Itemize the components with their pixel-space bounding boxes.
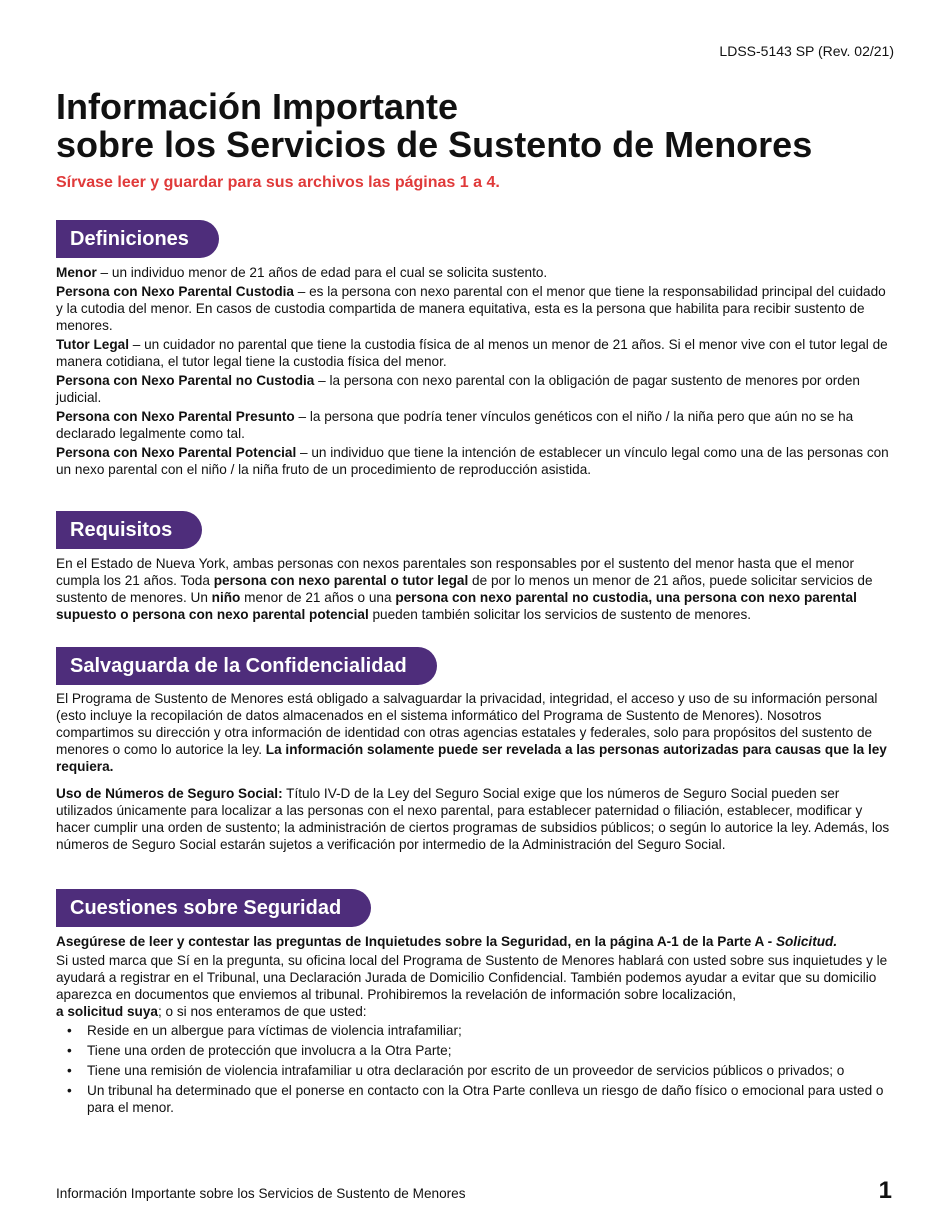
definition-term: Menor [56, 265, 97, 280]
text-run: El Programa de Sustento de Menores está obligado a salvaguardar la privacidad, integridad, el acceso y uso de su información personal (esto incluye la recopilación de datos almacenados en el sistema informático del Programa de Sustento de Menores). Nosotros compartimos su dirección y otra información de identidad con otras agencias estatales y federales, solo para propósitos del sustento de menores o como lo autorice la ley. [56, 691, 878, 757]
text-run-bold: La información solamente puede ser revelada a las personas autorizadas para causas que la ley requiera. [56, 742, 887, 774]
list-item: • Tiene una orden de protección que involucra a la Otra Parte; [56, 1042, 896, 1059]
definition-item [56, 283, 896, 334]
safety-body [56, 952, 896, 1020]
requirements-paragraph [56, 555, 896, 623]
form-id: LDSS-5143 SP (Rev. 02/21) [719, 43, 894, 59]
definition-term: Persona con Nexo Parental Presunto [56, 409, 295, 424]
safety-section [56, 933, 896, 1119]
section-heading-definiciones: Definiciones [56, 220, 219, 258]
definitions-section [56, 264, 896, 480]
list-item: • Tiene una remisión de violencia intrafamiliar u otra declaración por escrito de un proveedor de servicios públicos o privados; o [56, 1062, 896, 1079]
definition-item [56, 336, 896, 370]
confidentiality-section [56, 690, 896, 855]
title-line-1: Información Importante [56, 86, 459, 127]
definition-text: – es la persona con nexo parental con el menor que tiene la responsabilidad principal del cuidado y la cutodia del menor. En casos de custodia compartida de manera equitativa, esta es la persona que habilita para recibir sustento de menores. [56, 284, 886, 333]
text-run: de por lo menos un menor de 21 años, puede solicitar servicios de sustento de menores. Un [56, 573, 873, 605]
footer-text: Información Importante sobre los Servicios de Sustento de Menores [56, 1186, 466, 1201]
list-item: • Reside en un albergue para víctimas de violencia intrafamiliar; [56, 1022, 896, 1039]
requirements-section [56, 555, 896, 625]
definition-text: – un individuo que tiene la intención de establecer un vínculo legal como una de las personas con un nexo parental con el niño / la niña fruto de un procedimiento de reproducción asistida. [56, 445, 889, 477]
section-heading-requisitos: Requisitos [56, 511, 202, 549]
safety-lead [56, 933, 896, 950]
definition-item [56, 408, 896, 442]
safety-bullet-list [56, 1022, 896, 1116]
text-run-bold: a solicitud suya [56, 1004, 158, 1019]
definition-term: Persona con Nexo Parental Potencial [56, 445, 297, 460]
text-run: pueden también solicitar los servicios de sustento de menores. [368, 607, 752, 622]
text-run-bold-italic: Solicitud. [775, 934, 838, 949]
definition-text: – la persona que podría tener vínculos genéticos con el niño / la niña pero que aún no se ha declarado legalmente como tal. [56, 409, 854, 441]
definition-text: – un individuo menor de 21 años de edad para el cual se solicita sustento. [96, 265, 548, 280]
text-run-bold: niño [211, 590, 241, 605]
confidentiality-paragraph [56, 690, 896, 775]
text-run: En el Estado de Nueva York, ambas personas con nexos parentales son responsables por el sustento del menor hasta que el menor cumpla los 21 años. Toda [56, 556, 854, 588]
definition-item [56, 444, 896, 478]
text-run: Si usted marca que Sí en la pregunta, su oficina local del Programa de Sustento de Menores hablará con usted sobre sus inquietudes y le ayudará a registrar en el Tribunal, una Declaración Jurada de Domicilio Confidencial. También podemos ayudar a evitar que su domicilio aparezca en documentos que enviemos al tribunal. Prohibiremos la revelación de información sobre localización, [56, 953, 888, 1002]
text-run-bold: Uso de Números de Seguro Social: [56, 786, 283, 801]
text-run-bold: persona con nexo parental o tutor legal [213, 573, 469, 588]
text-run: Título IV-D de la Ley del Seguro Social exige que los números de Seguro Social pueden ser utilizados únicamente para localizar a las personas con el nexo parental, para establecer paternidad o filiación, establecer, modificar y hacer cumplir una orden de sustento; la administración de ciertos programas de subsidios públicos; o según lo autorice la ley. Además, los números de Seguro Social estarán sujetos a verificación por intermedio de la Administración del Seguro Social. [56, 786, 890, 852]
definition-text: – la persona con nexo parental con la obligación de pagar sustento de menores por orden judicial. [56, 373, 860, 405]
text-run: ; o si nos enteramos de que usted: [158, 1004, 367, 1019]
text-run-bold: Asegúrese de leer y contestar las preguntas de Inquietudes sobre la Seguridad, en la página A-1 de la Parte A - [56, 934, 776, 949]
section-heading-confidencialidad: Salvaguarda de la Confidencialidad [56, 647, 437, 685]
page-number: 1 [878, 1177, 892, 1204]
definition-item [56, 264, 896, 281]
definition-item [56, 372, 896, 406]
definition-term: Persona con Nexo Parental Custodia [56, 284, 294, 299]
text-run-bold: persona con nexo parental no custodia, una persona con nexo parental supuesto o persona con nexo parental potencial [56, 590, 857, 622]
text-run: menor de 21 años o una [240, 590, 396, 605]
page-title [56, 88, 812, 164]
title-line-2: sobre los Servicios de Sustento de Menores [56, 124, 813, 165]
definition-text: – un cuidador no parental que tiene la custodia física de al menos un menor de 21 años. Si el menor vive con el tutor legal de manera cotidiana, el tutor legal tiene la custodia física del menor. [56, 337, 888, 369]
page-subtitle: Sírvase leer y guardar para sus archivos las páginas 1 a 4. [56, 174, 500, 191]
definition-term: Persona con Nexo Parental no Custodia [56, 373, 315, 388]
ssn-paragraph [56, 785, 896, 853]
section-heading-seguridad: Cuestiones sobre Seguridad [56, 889, 371, 927]
definition-term: Tutor Legal [56, 337, 129, 352]
list-item: • Un tribunal ha determinado que el ponerse en contacto con la Otra Parte conlleva un riesgo de daño físico o emocional para usted o para el menor. [56, 1082, 896, 1116]
